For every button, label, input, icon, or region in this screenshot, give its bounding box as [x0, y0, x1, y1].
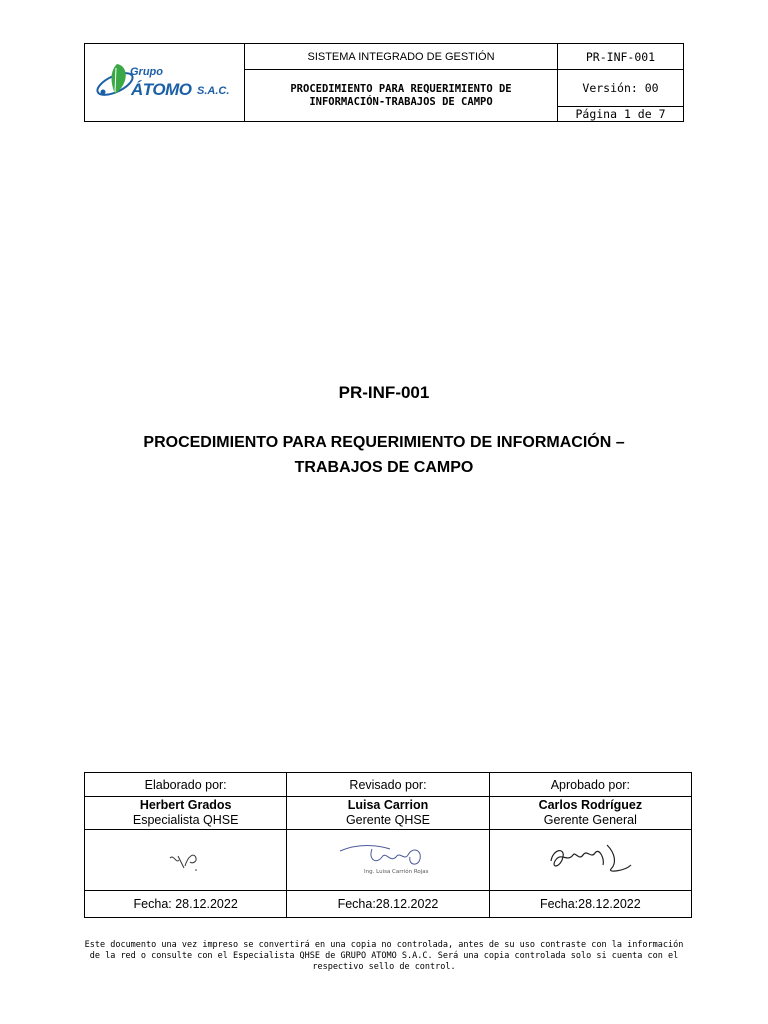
prepared-by-label: Elaborado por:: [85, 773, 287, 797]
prepared-by-signature: [166, 844, 206, 874]
procedure-name-line2: INFORMACIÓN-TRABAJOS DE CAMPO: [309, 95, 493, 108]
approval-table: [84, 772, 692, 918]
prepared-by-name: Herbert Grados: [139, 798, 232, 812]
reviewed-by-name: Luisa Carrion: [347, 798, 429, 812]
logo-sac-text: S.A.C.: [197, 85, 230, 97]
page-number: Página 1 de 7: [558, 107, 684, 122]
document-header: [84, 43, 684, 122]
logo-grupo-text: Grupo: [130, 66, 163, 78]
approved-by-label: Aprobado por:: [489, 773, 691, 797]
reviewed-by-stamp: Ing. Luisa Carrión Rojas: [363, 868, 429, 875]
document-code: PR-INF-001: [558, 44, 684, 70]
company-logo-cell: [85, 44, 245, 122]
approved-by-signature-cell: [489, 830, 691, 891]
prepared-by-signature-cell: [85, 830, 287, 891]
approved-by-name: Carlos Rodríguez: [538, 798, 643, 812]
reviewed-by-person: [287, 797, 489, 830]
prepared-by-role: Especialista QHSE: [132, 813, 239, 827]
approved-by-signature: [545, 839, 635, 879]
main-title-line1: PROCEDIMIENTO PARA REQUERIMIENTO DE INFORMACIÓN –: [143, 434, 625, 451]
prepared-by-date: Fecha: 28.12.2022: [85, 891, 287, 918]
reviewed-by-signature-cell: [287, 830, 489, 891]
document-version: Versión: 00: [558, 70, 684, 107]
approved-by-person: [489, 797, 691, 830]
main-document-code: PR-INF-001: [338, 383, 430, 402]
prepared-by-person: [85, 797, 287, 830]
reviewed-by-date: Fecha:28.12.2022: [287, 891, 489, 918]
reviewed-by-role: Gerente QHSE: [345, 813, 431, 827]
company-logo: [85, 44, 244, 121]
approved-by-date: Fecha:28.12.2022: [489, 891, 691, 918]
procedure-name-line1: PROCEDIMIENTO PARA REQUERIMIENTO DE: [290, 82, 512, 95]
procedure-name: [245, 70, 558, 122]
reviewed-by-signature: [338, 839, 438, 879]
reviewed-by-label: Revisado por:: [287, 773, 489, 797]
uncontrolled-copy-note: Este documento una vez impreso se convertirá en una copia no controlada, antes de su uso contraste con la información de la red o consulte con el Especialista QHSE de GRUPO ATOMO S.A.C. Será una copia controlada solo si cuenta con el respectivo sello de control.: [84, 940, 684, 972]
logo-atomo-text: ÁTOMO: [131, 80, 192, 99]
main-title-line2: TRABAJOS DE CAMPO: [294, 459, 474, 476]
main-document-title: [84, 430, 684, 480]
system-name: SISTEMA INTEGRADO DE GESTIÓN: [245, 44, 558, 70]
approved-by-role: Gerente General: [543, 813, 637, 827]
